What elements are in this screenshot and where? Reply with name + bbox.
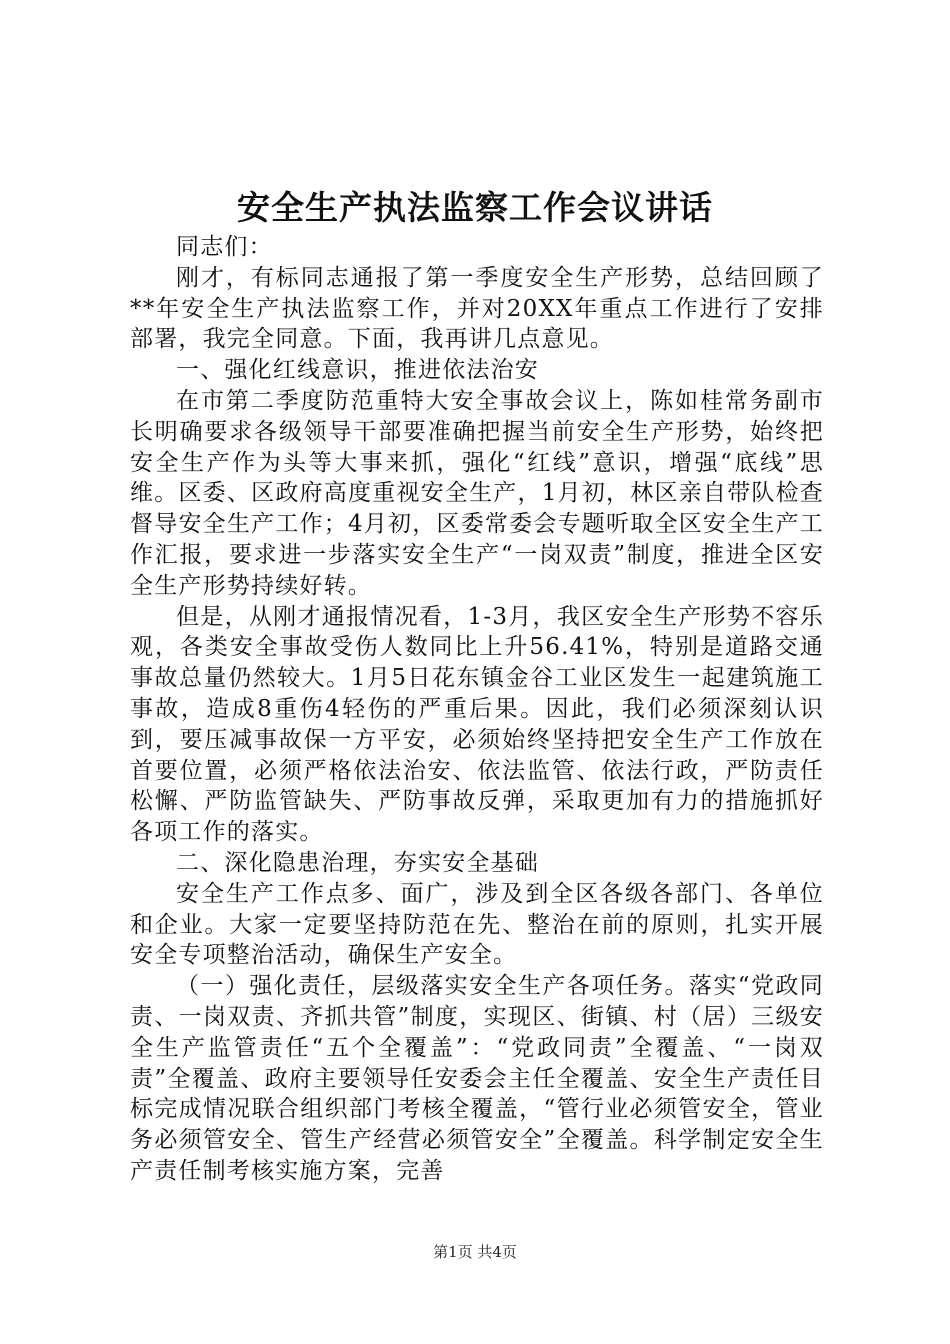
body-paragraph: 刚才，有标同志通报了第一季度安全生产形势，总结回顾了**年安全生产执法监察工作，并对20XX年重点工作进行了安排部署，我完全同意。下面，我再讲几点意见。 bbox=[130, 264, 824, 353]
document-title: 安全生产执法监察工作会议讲话 bbox=[237, 188, 713, 227]
section-heading: 一、强化红线意识，推进依法治安 bbox=[176, 357, 539, 384]
salutation-paragraph: 同志们： bbox=[176, 234, 273, 260]
body-paragraph: 但是，从刚才通报情况看，1-3月，我区安全生产形势不容乐观，各类安全事故受伤人数同比上升56.41%，特别是道路交通事故总量仍然较大。1月5日花东镇金谷工业区发生一起建筑施工事故，造成8重伤4轻伤的严重后果。因此，我们必须深刻认识到，要压减事故保一方平安，必须始终坚持把安全生产工作放在首要位置，必须严格依法治安、依法监管、依法行政，严防责任松懈、严防监管缺失、严防事故反弹，采取更加有力的措施抓好各项工作的落实。 bbox=[130, 603, 824, 846]
body-paragraph: 安全生产工作点多、面广，涉及到全区各级各部门、各单位和企业。大家一定要坚持防范在先、整治在前的原则，扎实开展安全专项整治活动，确保生产安全。 bbox=[130, 880, 824, 969]
document-body bbox=[130, 232, 824, 1187]
body-paragraph: 在市第二季度防范重特大安全事故会议上，陈如桂常务副市长明确要求各级领导干部要准确把握当前安全生产形势，始终把安全生产作为头等大事来抓，强化“红线”意识，增强“底线”思维。区委、区政府高度重视安全生产，1月初，林区亲自带队检查督导安全生产工作；4月初，区委常委会专题听取全区安全生产工作汇报，要求进一步落实安全生产“一岗双责”制度，推进全区安全生产形势持续好转。 bbox=[130, 387, 824, 599]
page-number-footer: 第1页 共4页 bbox=[433, 1243, 517, 1261]
body-paragraph: （一）强化责任，层级落实安全生产各项任务。落实“党政同责、一岗双责、齐抓共管”制度，实现区、街镇、村（居）三级安全生产监管责任“五个全覆盖”：“党政同责”全覆盖、“一岗双责”全覆盖、政府主要领导任安委会主任全覆盖、安全生产责任目标完成情况联合组织部门考核全覆盖，“管行业必须管安全，管业务必须管安全、管生产经营必须管安全”全覆盖。科学制定安全生产责任制考核实施方案，完善 bbox=[130, 973, 824, 1184]
section-heading: 二、深化隐患治理，夯实安全基础 bbox=[176, 849, 539, 876]
